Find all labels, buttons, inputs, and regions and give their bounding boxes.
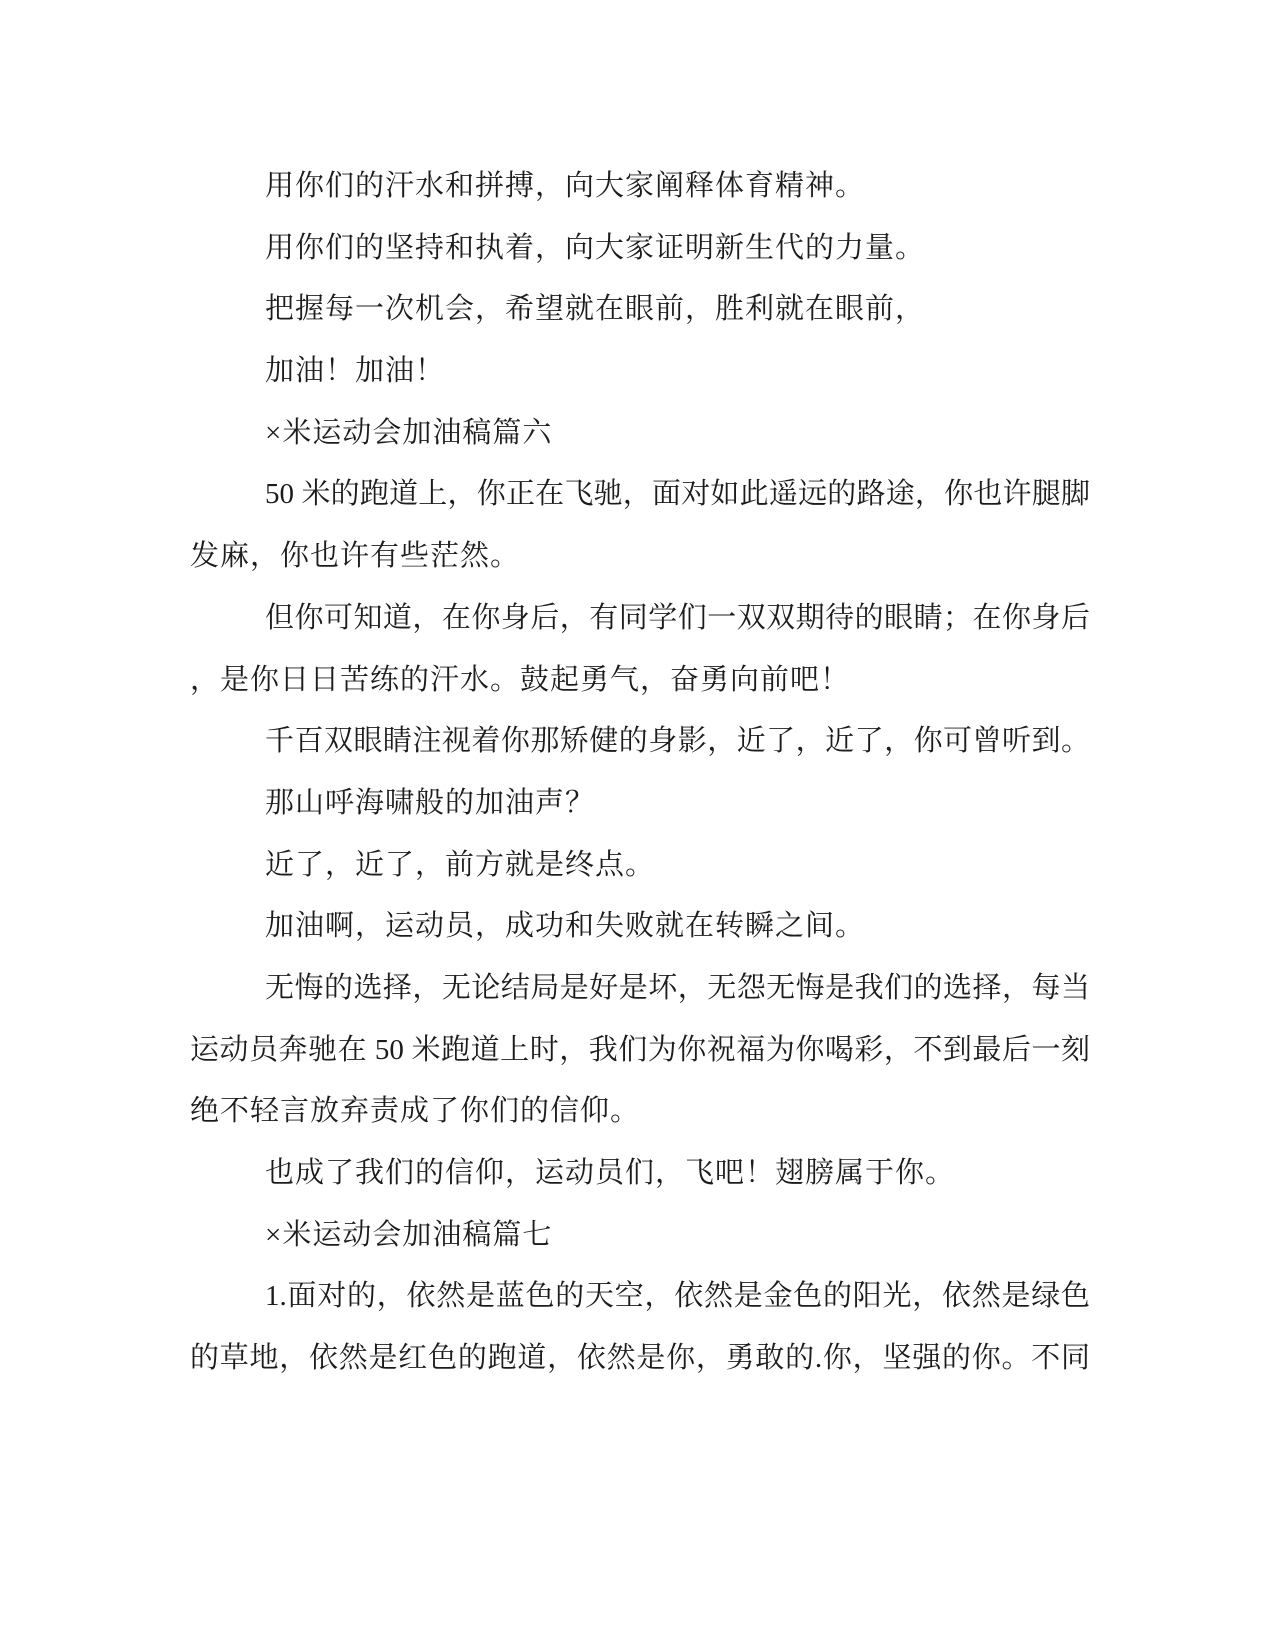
- text-line: ，是你日日苦练的汗水。鼓起勇气，奋勇向前吧！: [190, 663, 851, 696]
- text-line: 发麻，你也许有些茫然。: [190, 540, 521, 573]
- text-line: 用你们的汗水和拼搏，向大家阐释体育精神。: [265, 170, 866, 202]
- text-line: 无悔的选择，无论结局是好是坏，无怨无悔是我们的选择，每当: [265, 971, 1090, 1004]
- text-line: 也成了我们的信仰，运动员们，飞吧！翅膀属于你。: [265, 1157, 956, 1189]
- text-line: 绝不轻言放弃责成了你们的信仰。: [190, 1095, 641, 1128]
- text-line: 运动员奔驰在 50 米跑道上时，我们为你祝福为你喝彩，不到最后一刻: [190, 1033, 1090, 1066]
- text-line: 加油！加油！: [265, 355, 446, 388]
- text-column: [190, 156, 1090, 1390]
- text-line: ×米运动会加油稿篇六: [265, 416, 553, 449]
- text-line: 1.面对的，依然是蓝色的天空，依然是金色的阳光，依然是绿色: [265, 1280, 1090, 1313]
- text-line: 50 米的跑道上，你正在飞驰，面对如此遥远的路途，你也许腿脚: [265, 478, 1090, 511]
- text-line: 的草地，依然是红色的跑道，依然是你，勇敢的.你，坚强的你。不同: [190, 1342, 1090, 1375]
- text-line: 那山呼海啸般的加油声？: [265, 786, 596, 819]
- text-line: 加油啊，运动员，成功和失败就在转瞬之间。: [265, 910, 866, 943]
- text-line: 近了，近了，前方就是终点。: [265, 848, 656, 881]
- text-line: 千百双眼睛注视着你那矫健的身影，近了，近了，你可曾听到。: [265, 725, 1090, 758]
- text-line: ×米运动会加油稿篇七: [265, 1218, 553, 1251]
- text-line: 把握每一次机会，希望就在眼前，胜利就在眼前，: [265, 293, 926, 326]
- text-line: 但你可知道，在你身后，有同学们一双双期待的眼睛；在你身后: [265, 601, 1090, 634]
- text-line: 用你们的坚持和执着，向大家证明新生代的力量。: [265, 231, 926, 264]
